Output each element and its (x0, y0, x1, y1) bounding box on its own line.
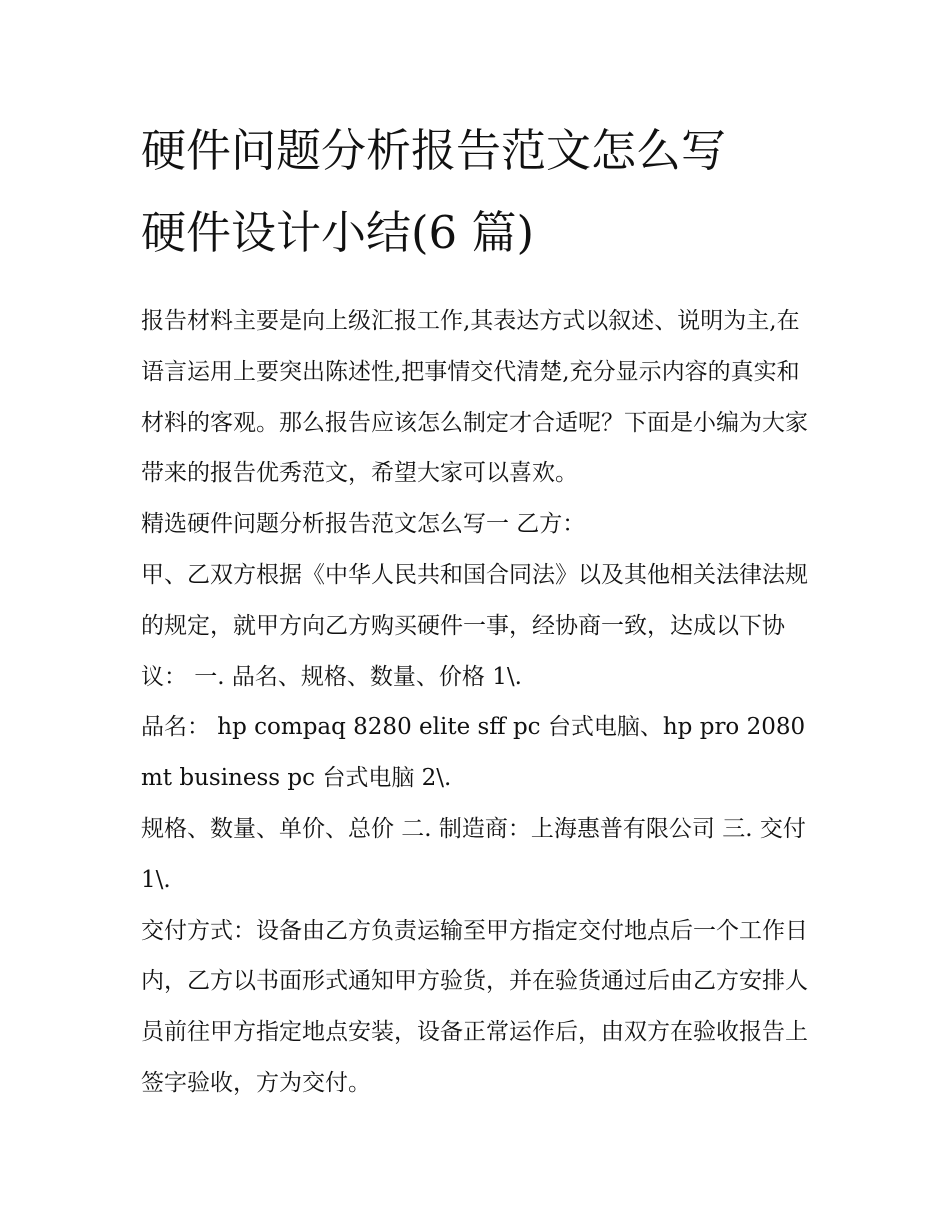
title-line-1: 硬件问题分析报告范文怎么写 (141, 124, 727, 177)
document-page (141, 110, 821, 1109)
spec-paragraph: 规格、数量、单价、总价 二. 制造商：上海惠普有限公司 三. 交付 1\. (141, 815, 806, 893)
title-line-2: 硬件设计小结(6 篇) (141, 206, 535, 259)
product-name-paragraph: 品名： hp compaq 8280 elite sff pc 台式电脑、hp pro 2080 mt business pc 台式电脑 2\. (141, 714, 806, 792)
section-heading-paragraph: 精选硬件问题分析报告范文怎么写一 乙方： (141, 511, 586, 538)
delivery-paragraph: 交付方式：设备由乙方负责运输至甲方指定交付地点后一个工作日内，乙方以书面形式通知甲方验货，并在验货通过后由乙方安排人员前往甲方指定地点安装，设备正常运作后，由双方在验收报告上签字验收，方为交付。 (141, 917, 808, 1096)
document-title (141, 110, 821, 274)
document-body (141, 296, 821, 1109)
intro-paragraph: 报告材料主要是向上级汇报工作,其表达方式以叙述、说明为主,在语言运用上要突出陈述性,把事情交代清楚,充分显示内容的真实和材料的客观。那么报告应该怎么制定才合适呢？下面是小编为大家带来的报告优秀范文，希望大家可以喜欢。 (141, 308, 808, 487)
agreement-paragraph: 甲、乙双方根据《中华人民共和国合同法》以及其他相关法律法规的规定，就甲方向乙方购买硬件一事，经协商一致，达成以下协议： 一. 品名、规格、数量、价格 1\. (141, 561, 808, 690)
